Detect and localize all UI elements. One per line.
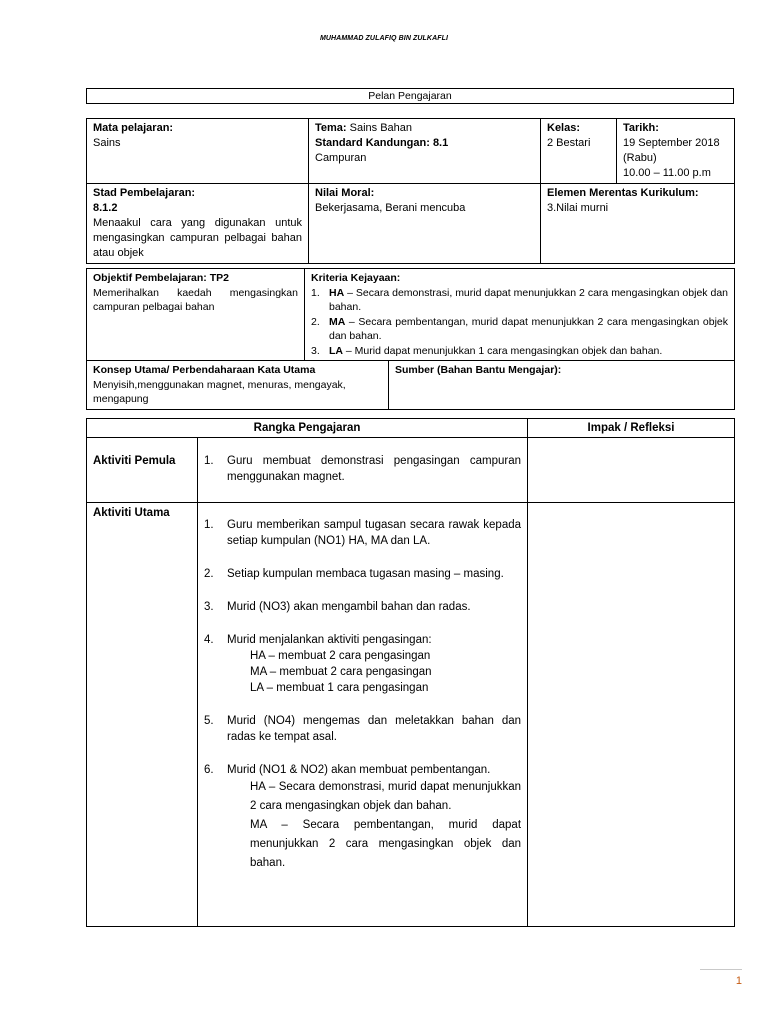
page-number: 1 [735,975,742,987]
class-value: 2 Bestari [547,137,591,149]
subject-label: Mata pelajaran: [93,122,174,134]
main-activity-cell [198,503,528,927]
elements-label: Elemen Merentas Kurikulum: [547,187,699,199]
criteria-item: 3. LA – Murid dapat menunjukkan 1 cara mengasingkan objek dan bahan. [311,344,663,357]
stage-label: Stad Pembelajaran: [93,187,196,199]
date-value: 19 September 2018 [623,137,720,149]
stage-code: 8.1.2 [93,202,118,214]
day-value: (Rabu) [623,152,657,164]
class-label: Kelas: [547,122,581,134]
step4-sub-item: HA – membuat 2 cara pengasingan [250,650,431,662]
start-activity-label: Aktiviti Pemula [87,438,198,503]
class-cell [541,119,617,184]
criteria-item: 2. MA – Secara pembentangan, murid dapat menunjukkan 2 cara mengasingkan objek dan bahan. [311,315,729,342]
concept-cell [87,361,389,410]
source-cell [389,361,735,410]
criteria-label: Kriteria Kejayaan: [311,272,401,284]
author-name: MUHAMMAD ZULAFIQ BIN ZULKAFLI [319,35,449,42]
standard-label: Standard Kandungan: 8.1 [315,137,449,149]
page-title: Pelan Pengajaran [86,88,734,104]
date-label: Tarikh: [623,122,659,134]
theme-cell [309,119,541,184]
concept-value: Menyisih,menggunakan magnet, menuras, mengayak, mengapung [93,378,346,405]
main-step-5: 5. Murid (NO4) mengemas dan meletakkan bahan dan radas ke tempat asal. [204,715,522,743]
objective-table [86,268,735,410]
stage-cell [87,184,309,264]
main-activity-label: Aktiviti Utama [87,503,198,927]
subject-value: Sains [93,137,121,149]
start-step: 1. Guru membuat demonstrasi pengasingan campuran menggunakan magnet. [204,455,522,483]
lesson-table [86,418,735,927]
main-reflection-cell [528,503,735,927]
objective-label: Objektif Pembelajaran: TP2 [93,272,229,284]
concept-label: Konsep Utama/ Perbendaharaan Kata Utama [93,364,316,376]
objective-text: Memerihalkan kaedah mengasingkan campuran pelbagai bahan [93,286,298,313]
reflection-header: Impak / Refleksi [528,419,735,438]
criteria-cell [305,269,735,361]
date-cell [617,119,735,184]
info-table [86,118,735,264]
subject-cell [87,119,309,184]
main-step-3: 3. Murid (NO3) akan mengambil bahan dan radas. [204,601,471,613]
moral-cell [309,184,541,264]
start-activity-cell [198,438,528,503]
time-value: 10.00 – 11.00 p.m [623,167,711,179]
source-label: Sumber (Bahan Bantu Mengajar): [395,364,562,376]
lesson-header: Rangka Pengajaran [87,419,528,438]
step6-ma: MA – Secara pembentangan, murid dapat menunjukkan 2 cara mengasingkan objek dan bahan. [250,819,522,869]
theme-value: Sains Bahan [346,122,413,134]
moral-value: Bekerjasama, Berani mencuba [315,202,466,214]
objective-cell [87,269,305,361]
main-step-2: 2. Setiap kumpulan membaca tugasan masing – masing. [204,568,504,580]
main-step-1: 1. Guru memberikan sampul tugasan secara rawak kepada setiap kumpulan (NO1) HA, MA dan LA. [204,519,522,547]
stage-text: Menaakul cara yang digunakan untuk mengasingkan campuran pelbagai bahan atau objek [93,217,302,259]
criteria-item: 1. HA – Secara demonstrasi, murid dapat menunjukkan 2 cara mengasingkan objek dan bahan. [311,286,729,313]
footer-divider [700,969,742,970]
main-step-4: 4. Murid menjalankan aktiviti pengasingan: HA – membuat 2 cara pengasingan MA – membuat 2 cara pengasingan LA – membuat 1 cara pengasingan [204,632,521,696]
step4-sub-item: MA – membuat 2 cara pengasingan [250,666,432,678]
main-step-6: 6. Murid (NO1 & NO2) akan membuat pembentangan. HA – Secara demonstrasi, murid dapat menunjukkan 2 cara mengasingkan objek dan bahan. MA – Secara pembentangan, murid dapat menunjukkan 2 cara mengasingkan objek dan bahan. [204,762,521,873]
step6-ha: HA – Secara demonstrasi, murid dapat menunjukkan 2 cara mengasingkan objek dan bahan. [250,781,522,812]
start-reflection-cell [528,438,735,503]
elements-cell [541,184,735,264]
elements-value: 3.Nilai murni [547,202,609,214]
step4-sub-item: LA – membuat 1 cara pengasingan [250,682,429,694]
theme-label: Tema: [315,122,347,134]
standard-value: Campuran [315,152,367,164]
moral-label: Nilai Moral: [315,187,375,199]
